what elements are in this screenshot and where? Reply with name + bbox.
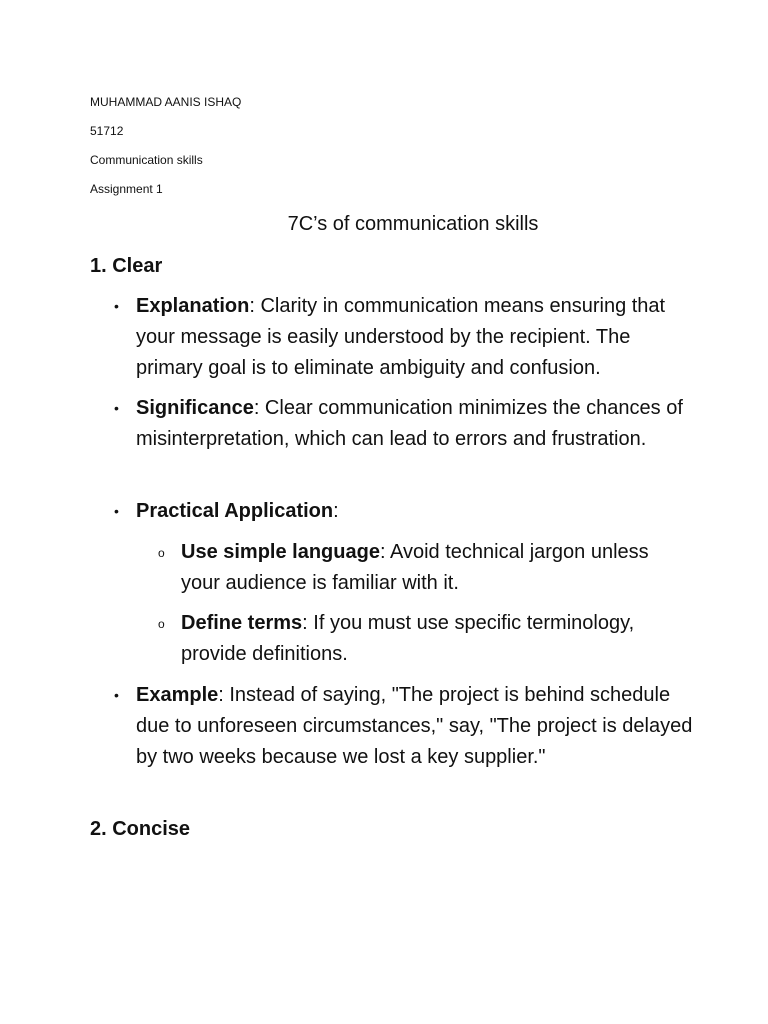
bullet-body: : Clear communication minimizes the chances of misinterpretation, which can lead to errors and frustration. [136, 397, 683, 450]
bullet-significance [114, 393, 696, 455]
bullet-text [136, 680, 696, 773]
subbullet-marker: o [158, 546, 165, 560]
bullet-label: Explanation [136, 295, 250, 317]
subbullet-body: : Avoid technical jargon unless your audience is familiar with it. [181, 541, 649, 594]
bullet-label: Practical Application [136, 500, 334, 522]
bullet-example [114, 680, 696, 773]
bullet-text [136, 291, 696, 384]
subbullet-label: Define terms [181, 612, 303, 634]
bullet-text [136, 496, 696, 527]
student-id: 51712 [90, 124, 124, 138]
bullet-explanation [114, 291, 696, 384]
bullet-marker: • [114, 298, 119, 314]
bullet-marker: • [114, 400, 119, 416]
section-heading-clear: 1. Clear [90, 255, 163, 277]
subbullet-simple-language [158, 537, 681, 599]
subbullet-label: Use simple language [181, 541, 380, 563]
bullet-body: : [333, 500, 339, 522]
document-title: 7C’s of communication skills [287, 213, 539, 235]
section-heading-concise: 2. Concise [90, 818, 191, 840]
bullet-label: Significance [136, 397, 254, 419]
author-name: MUHAMMAD AANIS ISHAQ [90, 95, 242, 109]
bullet-label: Example [136, 684, 219, 706]
subbullet-body: : If you must use specific terminology, provide definitions. [181, 612, 635, 665]
bullet-practical-application [114, 496, 696, 527]
bullet-body: : Instead of saying, "The project is behind schedule due to unforeseen circumstances," say, "The project is delayed by two weeks because we lost a key supplier." [136, 684, 693, 768]
bullet-text [136, 393, 696, 455]
bullet-marker: • [114, 687, 119, 703]
subbullet-define-terms [158, 608, 681, 670]
course-name: Communication skills [90, 153, 203, 167]
subbullet-text [181, 608, 681, 670]
bullet-marker: • [114, 503, 119, 519]
subbullet-text [181, 537, 681, 599]
assignment-label: Assignment 1 [90, 182, 163, 196]
subbullet-marker: o [158, 617, 165, 631]
bullet-body: : Clarity in communication means ensuring that your message is easily understood by the recipient. The primary goal is to eliminate ambiguity and confusion. [136, 295, 666, 379]
